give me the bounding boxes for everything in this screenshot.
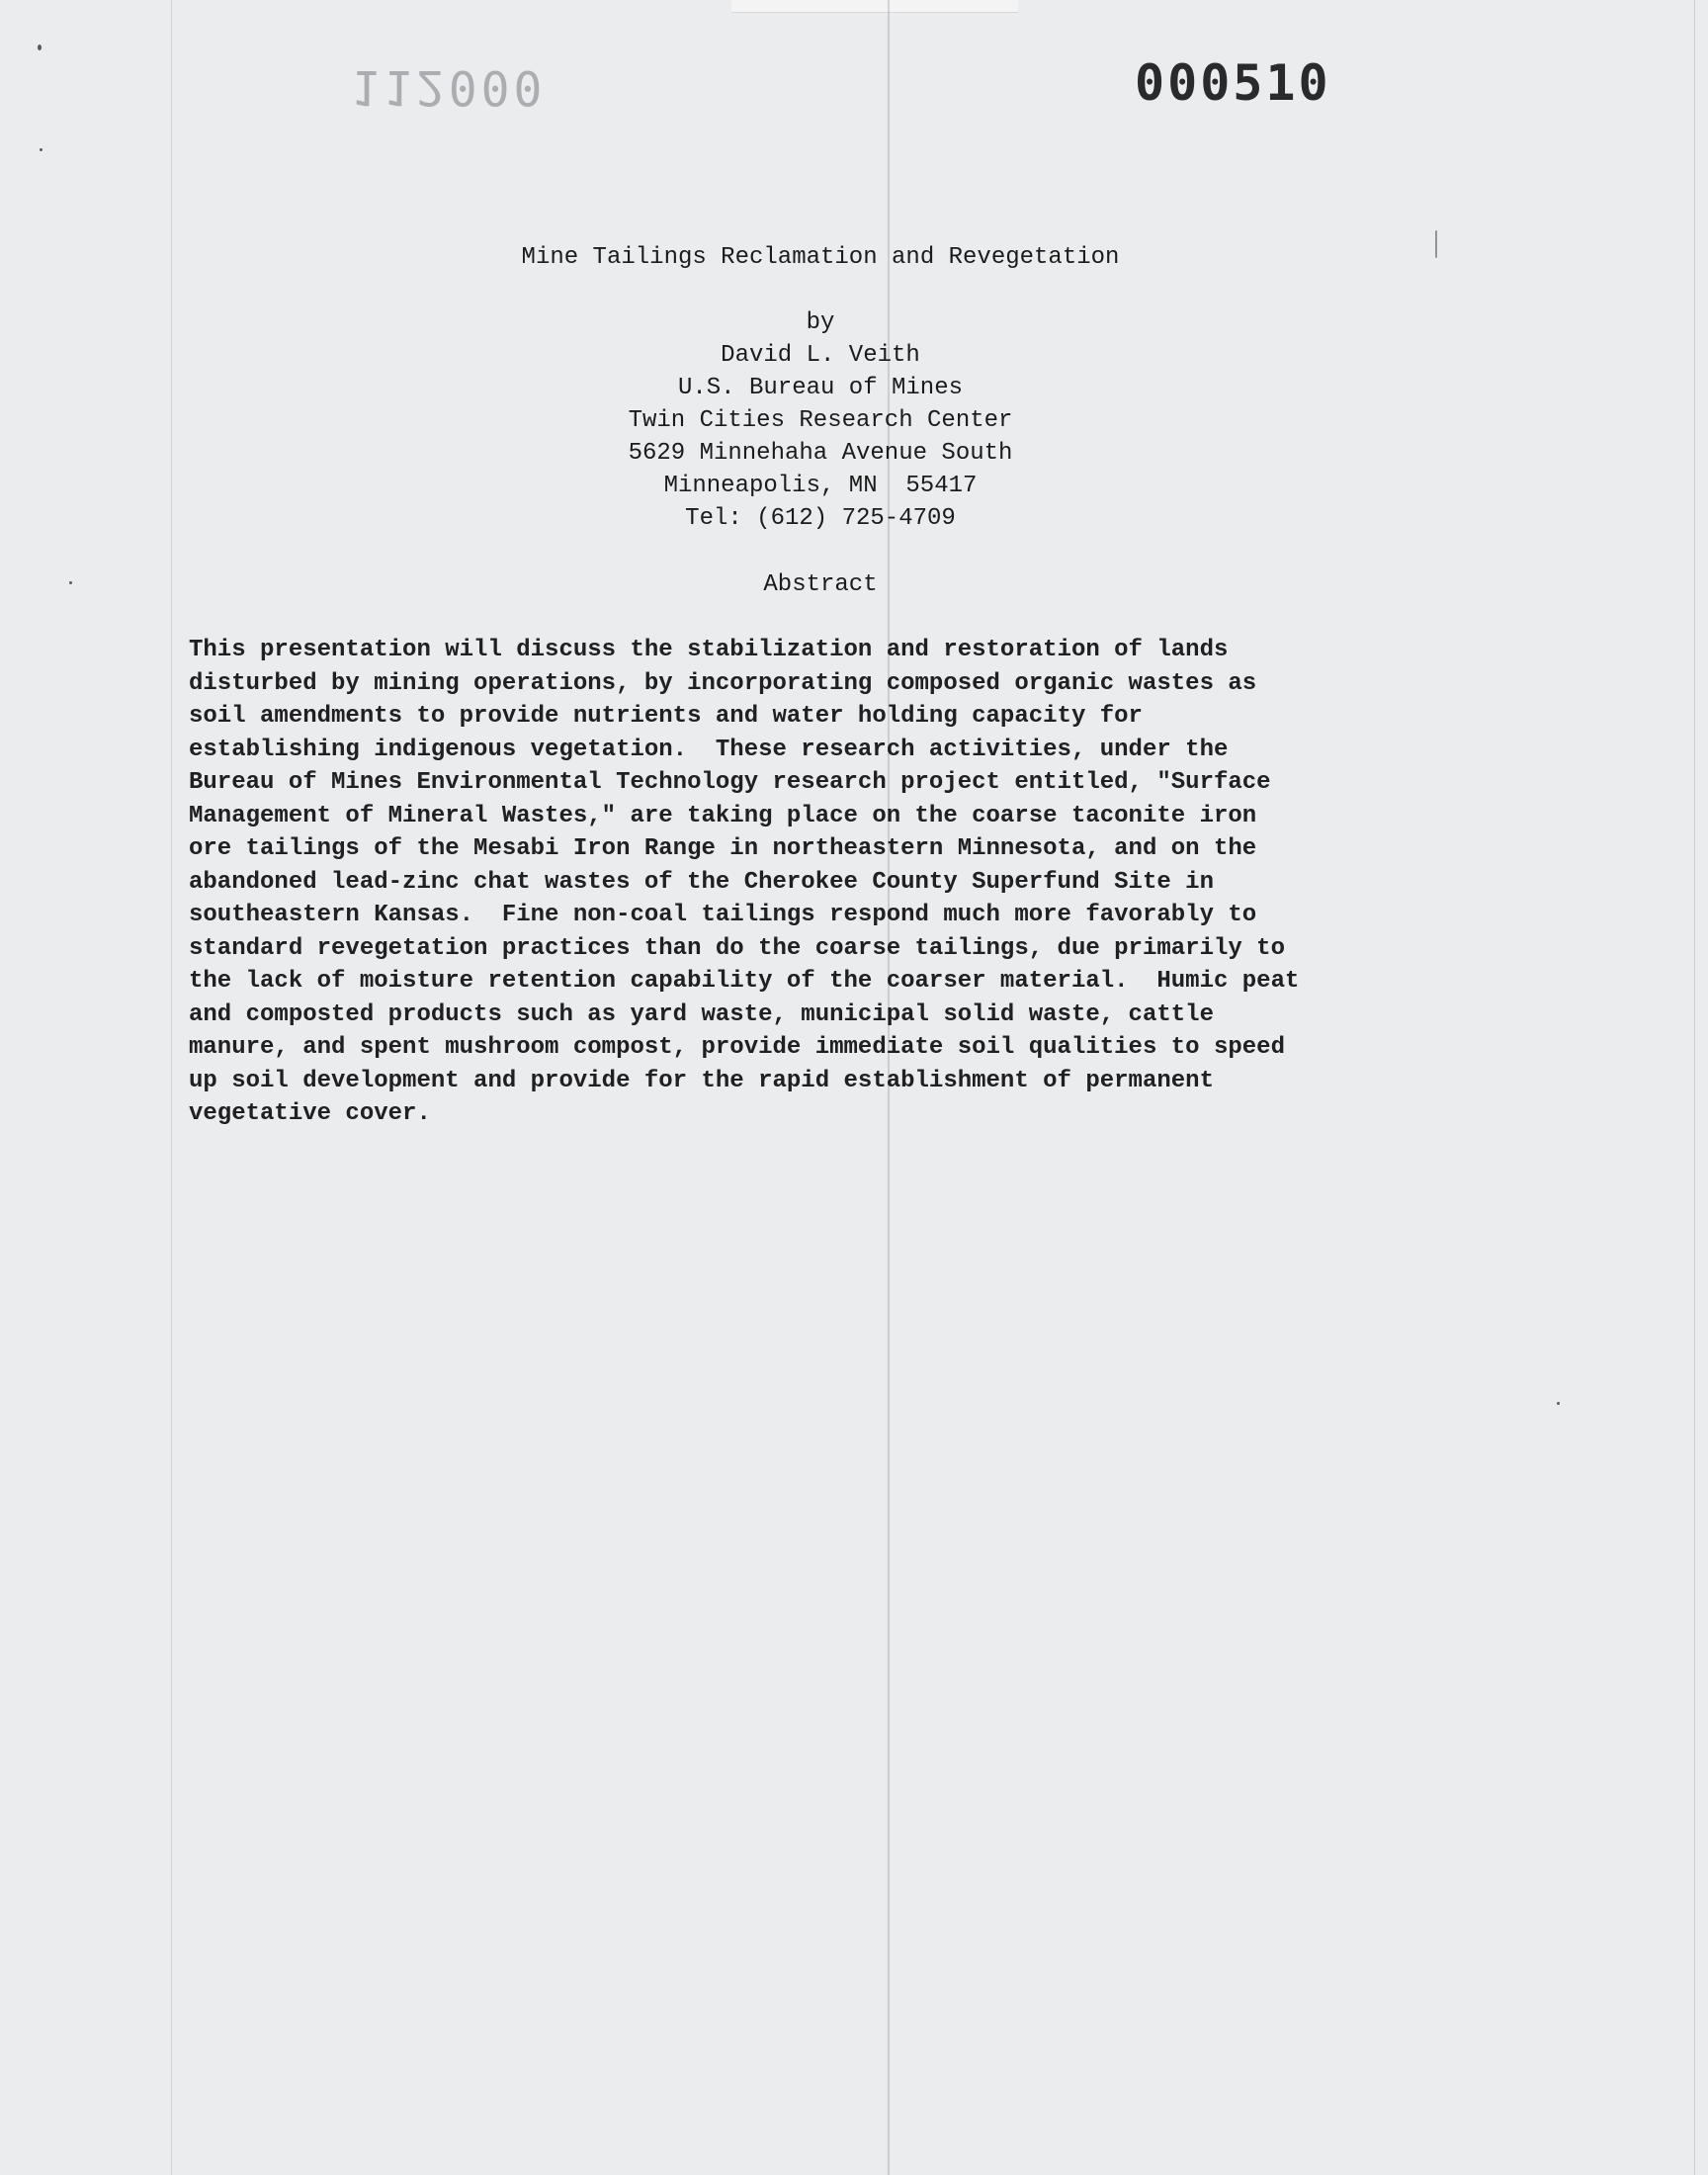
faded-stamp-number: 112000 xyxy=(351,59,547,115)
scan-speck xyxy=(38,44,42,50)
page-stamp-number: 000510 xyxy=(1135,54,1331,112)
byline-author: David L. Veith xyxy=(721,342,920,369)
byline-by: by xyxy=(806,309,835,336)
scan-speck xyxy=(40,148,43,151)
scan-top-tab xyxy=(731,0,1018,13)
abstract-line: southeastern Kansas. Fine non-coal tailings respond much more favorably to xyxy=(189,902,1257,928)
abstract-line: Management of Mineral Wastes," are taking place on the coarse taconite iron xyxy=(189,802,1257,829)
abstract-line: soil amendments to provide nutrients and water holding capacity for xyxy=(189,703,1143,730)
abstract-heading: Abstract xyxy=(763,571,878,598)
byline-organization: U.S. Bureau of Mines xyxy=(677,375,964,401)
byline-phone: Tel: (612) 725-4709 xyxy=(685,505,956,532)
abstract-line: the lack of moisture retention capability of the coarser material. Humic peat xyxy=(189,968,1300,995)
abstract-line: manure, and spent mushroom compost, provide immediate soil qualities to speed xyxy=(189,1034,1285,1061)
abstract-line: disturbed by mining operations, by incorporating composed organic wastes as xyxy=(189,669,1257,697)
abstract-line: and composted products such as yard waste, municipal solid waste, cattle xyxy=(189,1000,1214,1028)
document-title: Mine Tailings Reclamation and Revegetation xyxy=(521,244,1120,271)
abstract-line: vegetative cover. xyxy=(189,1100,431,1127)
byline-street: 5629 Minnehaha Avenue South xyxy=(628,440,1013,467)
abstract-line: This presentation will discuss the stabilization and restoration of lands xyxy=(189,637,1229,663)
abstract-line: establishing indigenous vegetation. These research activities, under the xyxy=(189,736,1229,763)
scan-edge-right xyxy=(1694,0,1695,2175)
byline-city: Minneapolis, MN 55417 xyxy=(663,473,978,499)
byline-center: Twin Cities Research Center xyxy=(628,407,1013,434)
abstract-line: up soil development and provide for the rapid establishment of permanent xyxy=(189,1067,1214,1094)
abstract-line: abandoned lead-zinc chat wastes of the Cherokee County Superfund Site in xyxy=(189,868,1214,896)
abstract-line: Bureau of Mines Environmental Technology research project entitled, "Surface xyxy=(189,769,1271,796)
abstract-line: ore tailings of the Mesabi Iron Range in northeastern Minnesota, and on the xyxy=(189,835,1257,862)
abstract-body xyxy=(189,634,1533,1131)
abstract-line: standard revegetation practices than do the coarse tailings, due primarily to xyxy=(189,934,1285,962)
scan-speck xyxy=(1557,1402,1560,1405)
byline xyxy=(0,306,1674,535)
